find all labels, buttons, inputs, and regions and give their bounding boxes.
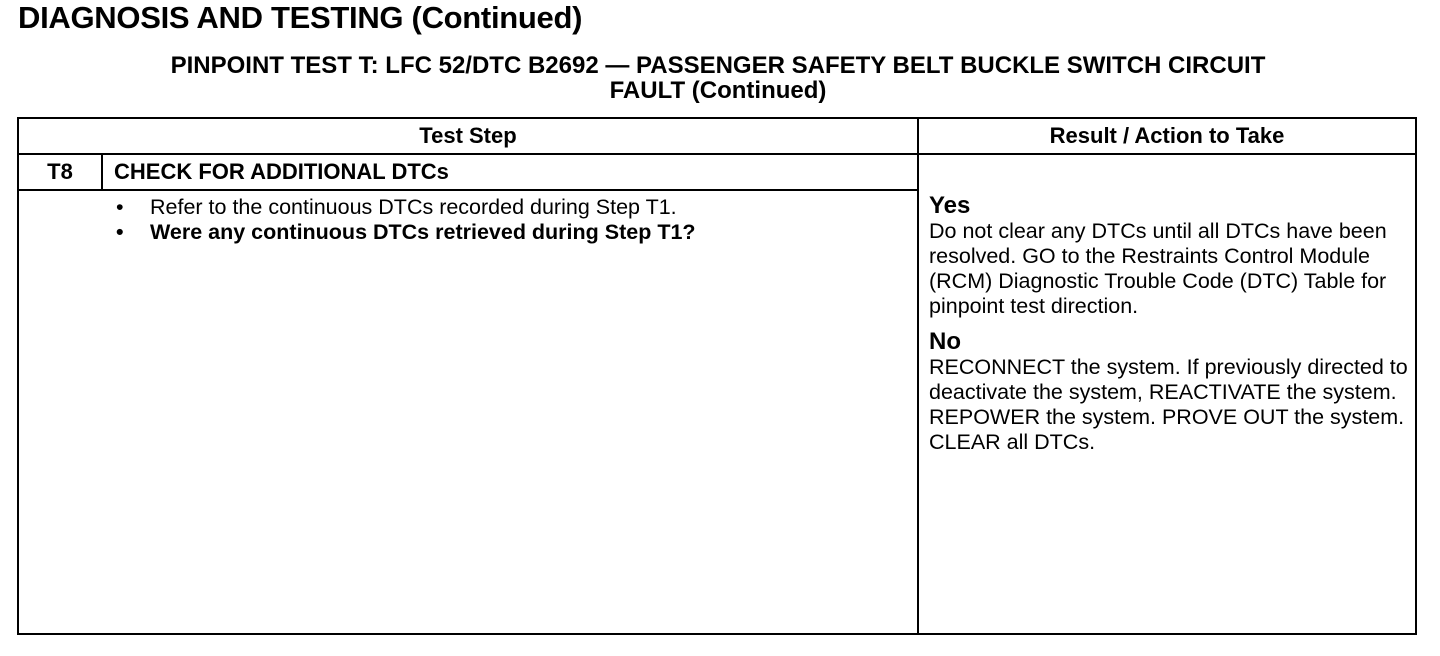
instruction-item (112, 195, 696, 220)
pinpoint-test-title (18, 53, 1418, 103)
instruction-question (112, 220, 696, 245)
test-step-table (17, 117, 1417, 635)
result-yes-label: Yes (929, 192, 971, 219)
bullet-icon: • (116, 220, 124, 244)
result-action-cell (929, 191, 1415, 465)
bullet-icon: • (116, 195, 124, 219)
header-test-step: Test Step (419, 123, 517, 148)
step-title: CHECK FOR ADDITIONAL DTCs (114, 159, 449, 184)
step-title-divider (19, 189, 917, 191)
step-id: T8 (47, 159, 73, 184)
instruction-text: Refer to the continuous DTCs recorded during Step T1. (150, 195, 677, 219)
pinpoint-test-title-line-1: PINPOINT TEST T: LFC 52/DTC B2692 — PASSENGER SAFETY BELT BUCKLE SWITCH CIRCUIT (170, 52, 1266, 79)
result-yes-text: Do not clear any DTCs until all DTCs have been resolved. GO to the Restraints Control Module (RCM) Diagnostic Trouble Code (DTC) Table for pinpoint test direction. (929, 219, 1387, 318)
pinpoint-test-title-line-2: FAULT (Continued) (609, 77, 827, 104)
instruction-text: Were any continuous DTCs retrieved during Step T1? (150, 220, 696, 244)
result-no-label: No (929, 328, 961, 355)
header-result-action: Result / Action to Take (1049, 123, 1285, 148)
result-no-text: RECONNECT the system. If previously directed to deactivate the system, REACTIVATE the system. REPOWER the system. PROVE OUT the system. CLEAR all DTCs. (929, 355, 1408, 454)
step-instructions (112, 195, 696, 245)
step-id-divider (101, 153, 103, 191)
column-divider (917, 119, 919, 633)
header-divider-right (917, 153, 1417, 155)
page-title: DIAGNOSIS AND TESTING (Continued) (18, 0, 583, 35)
